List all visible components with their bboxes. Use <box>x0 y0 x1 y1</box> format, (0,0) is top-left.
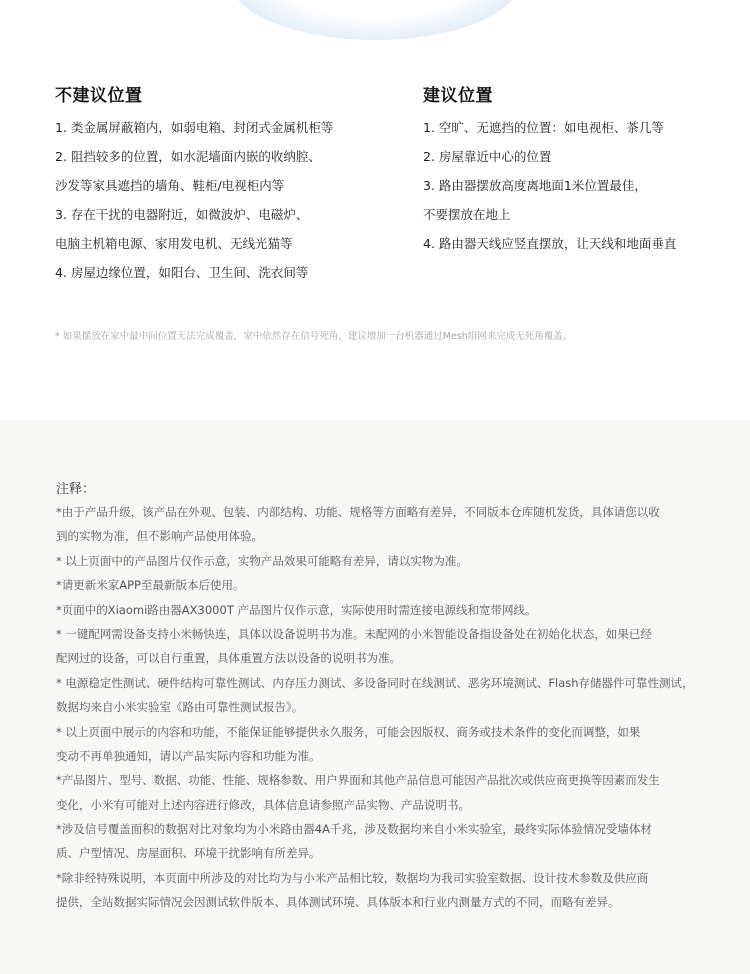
notes-section <box>0 420 750 974</box>
recommended-line: 2. 房屋靠近中心的位置 <box>423 149 552 164</box>
not-recommended-line: 3. 存在干扰的电器附近，如微波炉、电磁炉、 <box>55 207 309 222</box>
placement-section <box>0 0 750 420</box>
not-recommended-line: 1. 类金属屏蔽箱内，如弱电箱、封闭式金属机柜等 <box>55 120 334 135</box>
note-line: *产品图片、型号、数据、功能、性能、规格参数、用户界面和其他产品信息可能因产品批次或供应商更换等因素而发生 <box>56 773 660 788</box>
recommended-title: 建议位置 <box>423 86 493 106</box>
note-line: *页面中的Xiaomi路由器AX3000T 产品图片仅作示意，实际使用时需连接电源线和宽带网线。 <box>56 602 537 617</box>
note-line: 变动不再单独通知，请以产品实际内容和功能为准。 <box>56 748 321 763</box>
note-line: 提供，全站数据实际情况会因测试软件版本、具体测试环境、具体版本和行业内测量方式的不同，而略有差异。 <box>56 895 620 910</box>
not-recommended-line: 2. 阻挡较多的位置，如水泥墙面内嵌的收纳腔、 <box>55 149 321 164</box>
not-recommended-line: 电脑主机箱电源、家用发电机、无线光猫等 <box>55 236 293 251</box>
notes-title: 注释： <box>56 482 96 497</box>
note-line: 变化，小米有可能对上述内容进行修改，具体信息请参照产品实物、产品说明书。 <box>56 797 470 812</box>
note-line: * 以上页面中展示的内容和功能，不能保证能够提供永久服务，可能会因版权、商务或技术条件的变化而调整，如果 <box>56 724 641 739</box>
recommended-line: 3. 路由器摆放高度离地面1米位置最佳， <box>423 178 647 193</box>
note-line: *除非经特殊说明，本页面中所涉及的对比均为与小米产品相比较，数据均为我司实验室数据、设计技术参数及供应商 <box>56 870 649 885</box>
not-recommended-title: 不建议位置 <box>55 86 143 106</box>
note-line: * 以上页面中的产品图片仅作示意，实物产品效果可能略有差异，请以实物为准。 <box>56 553 468 568</box>
recommended-line: 1. 空旷、无遮挡的位置：如电视柜、茶几等 <box>423 120 664 135</box>
note-line: *由于产品升级，该产品在外观、包装、内部结构、功能、规格等方面略有差异，不同版本仓库随机发货，具体请您以收 <box>56 505 660 519</box>
recommended-line: 4. 路由器天线应竖直摆放，让天线和地面垂直 <box>423 236 677 251</box>
decorative-glow <box>230 0 520 40</box>
recommended-line: 不要摆放在地上 <box>423 207 511 222</box>
recommended-column <box>423 84 723 263</box>
note-line: 到的实物为准，但不影响产品使用体验。 <box>56 529 263 544</box>
note-line: * 电源稳定性测试、硬件结构可靠性测试、内存压力测试、多设备同时在线测试、恶劣环境测试、Flash存储器件可靠性测试， <box>56 675 694 690</box>
not-recommended-line: 4. 房屋边缘位置，如阳台、卫生间、洗衣间等 <box>55 265 309 280</box>
note-line: 数据均来自小米实验室《路由可靠性测试报告》。 <box>56 700 304 715</box>
note-line: *请更新米家APP至最新版本后使用。 <box>56 578 245 593</box>
notes-list <box>56 502 706 917</box>
note-line: *涉及信号覆盖面积的数据对比对象均为小米路由器4A千兆，涉及数据均来自小米实验室，最终实际体验情况受墙体材 <box>56 822 652 837</box>
not-recommended-line: 沙发等家具遮挡的墙角、鞋柜/电视柜内等 <box>55 178 285 193</box>
mesh-footnote: * 如果摆放在家中最中间位置无法完成覆盖，家中依然存在信号死角，建议增加一台机器通过Mesh组网来完成无死角覆盖。 <box>55 331 573 342</box>
note-line: * 一键配网需设备支持小米畅快连，具体以设备说明书为准。未配网的小米智能设备指设备处在初始化状态，如果已经 <box>56 626 652 641</box>
note-line: 配网过的设备，可以自行重置，具体重置方法以设备的说明书为准。 <box>56 651 401 666</box>
note-line: 质、户型情况、房屋面积、环境干扰影响有所差异。 <box>56 846 321 861</box>
not-recommended-column <box>55 84 385 292</box>
